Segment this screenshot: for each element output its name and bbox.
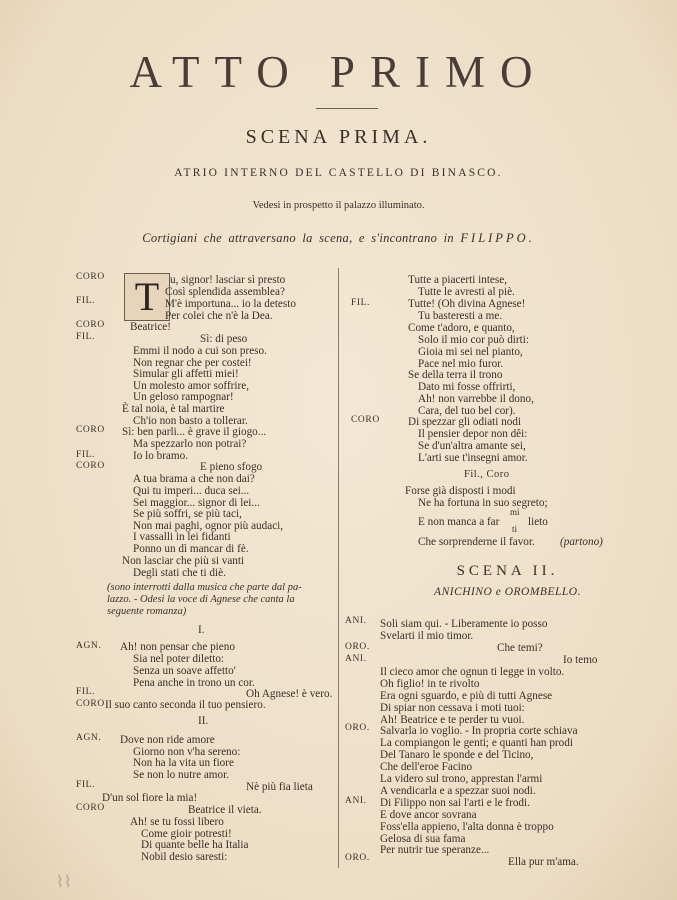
verse-line: Nè più fia lieta xyxy=(246,781,313,793)
verse-line: Per colei che n'è la Dea. xyxy=(165,310,273,322)
verse-line: Se della terra il trono xyxy=(408,369,503,381)
verse-line: A tua brama a che non dai? xyxy=(133,473,255,485)
dialogue-line: Oh figlio! in te rivolto xyxy=(380,678,480,690)
dialogue-line: La compiangon le genti; e quanti han prodi xyxy=(380,737,573,749)
verse-line: Solo il mio cor può dirti: xyxy=(418,334,529,346)
verse-line: E non manca a far xyxy=(418,516,500,528)
verse-line: Pace nel mio furor. xyxy=(418,358,504,370)
speaker-label: AGN. xyxy=(76,733,102,743)
verse-superscript: mi xyxy=(510,507,520,517)
speaker-label: FIL. xyxy=(76,687,96,697)
verse-line: Nobil desio saresti: xyxy=(141,851,228,863)
dropcap-letter: T xyxy=(134,274,160,319)
title-rule xyxy=(316,108,378,109)
dialogue-line: Il cieco amor che ognun ti legge in volto. xyxy=(380,666,565,678)
stage-direction xyxy=(0,231,677,246)
column-divider xyxy=(338,268,339,868)
verse-line: M'è importuna... io la detesto xyxy=(165,298,296,310)
dialogue-line: Per nutrir tue speranze... xyxy=(380,844,490,856)
verse-line: Il suo canto seconda il tuo pensiero. xyxy=(105,699,266,711)
speaker-label: CORO xyxy=(76,320,105,330)
verse-line: Beatrice! xyxy=(130,321,171,333)
verse-line: Cara, del tuo bel cor). xyxy=(418,405,516,417)
verse-line: Sei maggior... signor di lei... xyxy=(133,497,260,509)
verse-line: D'un sol fiore la mia! xyxy=(102,792,198,804)
dialogue-line: Ah! Beatrice e te perder tu vuoi. xyxy=(380,714,525,726)
verse-line: Simular gli affetti miei! xyxy=(133,368,239,380)
verse-line: Gioia mi sei nel pianto, xyxy=(418,346,523,358)
verse-line: Ah! non pensar che pieno xyxy=(120,641,235,653)
speaker-label: CORO xyxy=(76,425,105,435)
speaker-label: FIL. xyxy=(76,450,96,460)
verse-line: Ponno un dì mancar di fè. xyxy=(133,543,249,555)
dialogue-line: Di Filippo non sai l'arti e le frodi. xyxy=(380,797,530,809)
verse-line: E pieno sfogo xyxy=(200,461,263,473)
stage-direction-text: Cortigiani che attraversano la scena, e s'incontrano in xyxy=(142,231,454,245)
speaker-heading: Fil., Coro xyxy=(464,469,510,480)
verse-line: Ch'io non basto a tollerar. xyxy=(133,415,248,427)
speaker-label: FIL. xyxy=(76,332,96,342)
verse-line: Giorno non v'ha sereno: xyxy=(133,746,241,758)
verse-line: Ne ha fortuna in suo segreto; xyxy=(418,497,548,509)
verse-line: Tutte! (Oh divina Agnese! xyxy=(408,298,526,310)
verse-line: Pena anche in trono un cor. xyxy=(133,677,255,689)
dropcap-ornament xyxy=(124,273,170,321)
dialogue-line: Svelarti il mio timor. xyxy=(380,630,474,642)
speaker-label: FIL. xyxy=(351,298,371,308)
dialogue-line: La videro sul trono, apprestan l'armi xyxy=(380,773,543,785)
verse-line: Oh Agnese! è vero. xyxy=(246,688,333,700)
verse-line: lieto xyxy=(528,516,548,528)
verse-line: Un molesto amor soffrire, xyxy=(133,380,249,392)
verse-line: Di quante belle ha Italia xyxy=(141,839,249,851)
verse-line: u, signor! lasciar sì presto xyxy=(170,274,286,286)
verse-line: Tu basteresti a me. xyxy=(418,310,503,322)
dialogue-line: E dove ancor sovrana xyxy=(380,809,477,821)
stage-note-line: seguente romanza) xyxy=(107,606,187,617)
verse-line: L'arti sue t'insegni amor. xyxy=(418,452,528,464)
speaker-label: ORO. xyxy=(345,723,370,733)
verse-line: Emmi il nodo a cui son preso. xyxy=(133,345,267,357)
verse-subscript: ti xyxy=(512,524,518,534)
dialogue-line: Foss'ella appieno, l'alta donna è troppo xyxy=(380,821,554,833)
dialogue-line: Ella pur m'ama. xyxy=(508,856,579,868)
speaker-label: ANI. xyxy=(345,616,367,626)
corner-wear-mark: ⌇⌇ xyxy=(56,872,72,891)
verse-line: Io lo bramo. xyxy=(133,450,188,462)
scene-title: SCENA PRIMA. xyxy=(245,126,432,148)
verse-line: Che sorprenderne il favor. xyxy=(418,536,535,548)
dialogue-line: Io temo xyxy=(563,654,598,666)
speaker-label: ANI. xyxy=(345,654,367,664)
scene-note: Vedesi in prospetto il palazzo illuminato. xyxy=(252,200,425,211)
speaker-label: FIL. xyxy=(76,780,96,790)
stage-direction-name: FILIPPO. xyxy=(460,231,535,245)
dialogue-line: Gelosa di sua fama xyxy=(380,833,466,845)
verse-line: Di spezzar gli odiati nodi xyxy=(408,416,522,428)
stage-note-line: (partono) xyxy=(560,536,603,548)
verse-line: Dato mi fosse offrirti, xyxy=(418,381,516,393)
verse-line: Come t'adoro, e quanto, xyxy=(408,322,515,334)
dialogue-line: Soli siam qui. - Liberamente io posso xyxy=(380,618,548,630)
dialogue-line: Che dell'eroe Facino xyxy=(380,761,473,773)
verse-line: Sì: ben parli... è grave il giogo... xyxy=(122,426,267,438)
stage-note-line: lazzo. - Odesi la voce di Agnese che canta la xyxy=(107,594,295,605)
verse-line: Ah! non varrebbe il dono, xyxy=(418,393,534,405)
dialogue-line: A vendicarla e a spezzar suoi nodi. xyxy=(380,785,536,797)
dialogue-line: Che temi? xyxy=(497,642,543,654)
verse-line: I vassalli in lei fidanti xyxy=(133,531,231,543)
speaker-label: FIL. xyxy=(76,296,96,306)
scene-setting: ATRIO INTERNO DEL CASTELLO DI BINASCO. xyxy=(174,167,503,179)
verse-line: Non mai paghi, ognor più audaci, xyxy=(133,520,284,532)
speaker-label: CORO xyxy=(76,272,105,282)
verse-line: Se più soffri, se più taci, xyxy=(133,508,242,520)
scene-2-characters: ANICHINO e OROMBELLO. xyxy=(434,586,581,598)
verse-line: Ah! se tu fossi libero xyxy=(130,816,224,828)
speaker-label: ORO. xyxy=(345,853,370,863)
verse-line: Tutte a piacerti intese, xyxy=(408,274,508,286)
act-title: ATTO PRIMO xyxy=(129,47,548,97)
dialogue-line: Salvarla io voglio. - In propria corte schiava xyxy=(380,725,578,737)
speaker-label: CORO xyxy=(76,803,105,813)
stanza-number: II. xyxy=(198,715,209,727)
verse-line: Come gioir potresti! xyxy=(141,828,232,840)
verse-line: Ma spezzarlo non potrai? xyxy=(133,438,247,450)
speaker-label: CORO xyxy=(76,699,105,709)
verse-line: Senza un soave affetto' xyxy=(133,665,236,677)
stage-note-line: (sono interrotti dalla musica che parte dal pa- xyxy=(107,582,302,593)
speaker-label: ORO. xyxy=(345,642,370,652)
stanza-number: I. xyxy=(198,624,205,636)
verse-line: Non ha la vita un fiore xyxy=(133,757,234,769)
verse-line: Sì: di peso xyxy=(200,333,248,345)
verse-line: Qui tu imperi... duca sei... xyxy=(133,485,250,497)
verse-line: Un geloso rampognar! xyxy=(133,391,234,403)
scene-2-title: SCENA II. xyxy=(456,563,559,579)
verse-line: Degli stati che ti diè. xyxy=(133,567,226,579)
verse-line: Così splendida assemblea? xyxy=(165,286,285,298)
verse-line: Se d'un'altra amante sei, xyxy=(418,440,526,452)
speaker-label: CORO xyxy=(351,415,380,425)
verse-line: Non lasciar che più si vanti xyxy=(122,555,245,567)
verse-line: Tutte le avresti al piè. xyxy=(418,286,515,298)
verse-line: È tal noia, è tal martire xyxy=(122,403,225,415)
dialogue-line: Del Tanaro le sponde e del Ticino, xyxy=(380,749,534,761)
dialogue-line: Di spiar non cessava i moti tuoi: xyxy=(380,702,525,714)
verse-line: Non regnar che per costei! xyxy=(133,357,252,369)
verse-line: Dove non ride amore xyxy=(120,734,215,746)
verse-line: Beatrice il vieta. xyxy=(188,804,262,816)
speaker-label: CORO xyxy=(76,461,105,471)
verse-line: Sia nel poter diletto: xyxy=(133,653,225,665)
verse-line: Forse già disposti i modi xyxy=(405,485,516,497)
speaker-label: AGN. xyxy=(76,641,102,651)
speaker-label: ANI. xyxy=(345,796,367,806)
dialogue-line: Era ogni sguardo, e più di tutti Agnese xyxy=(380,690,553,702)
verse-line: Il pensier depor non dêi: xyxy=(418,428,528,440)
verse-line: Se non lo nutre amor. xyxy=(133,769,230,781)
